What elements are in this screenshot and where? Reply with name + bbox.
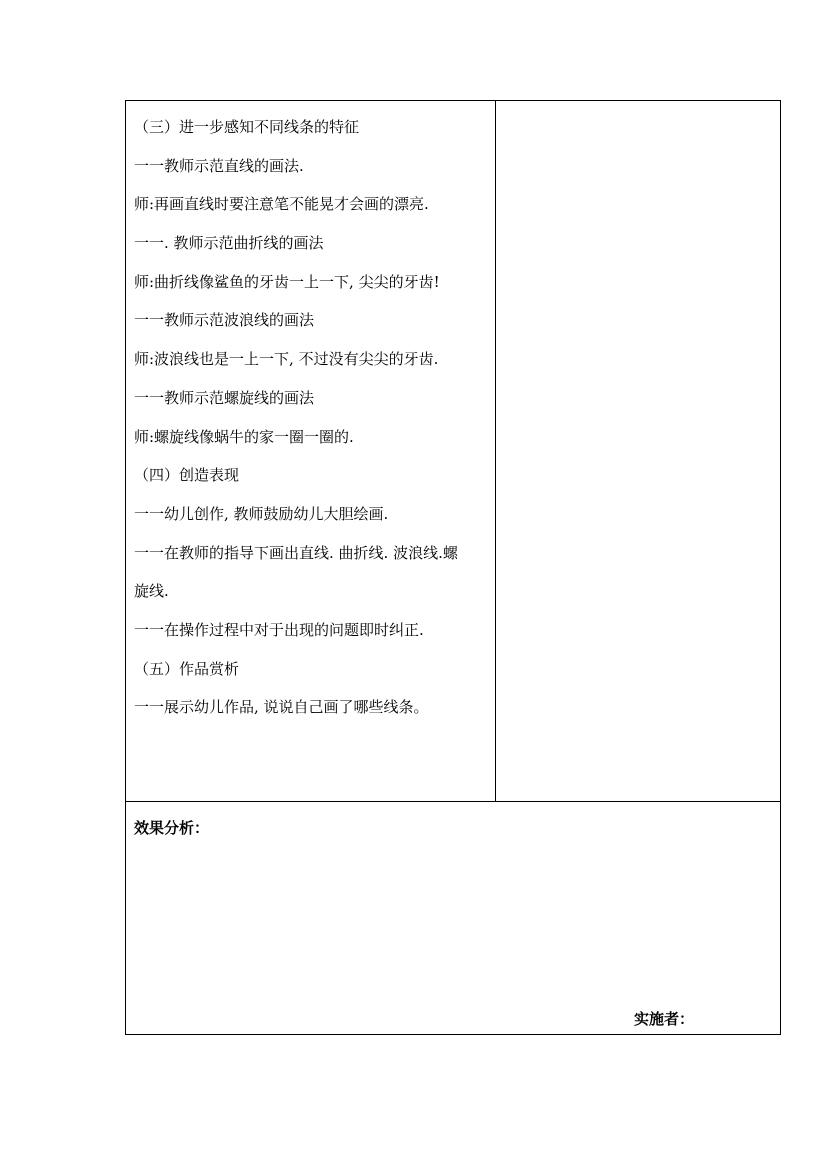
teacher-note-wavy-line: 师:波浪线也是一上一下, 不过没有尖尖的牙齿.: [134, 350, 439, 369]
section-heading-three: （三）进一步感知不同线条的特征: [134, 118, 360, 136]
step-guided-drawing: 一一在教师的指导下画出直线. 曲折线. 波浪线.螺: [134, 543, 458, 562]
step-guided-drawing-continued: 旋线.: [134, 582, 169, 601]
analysis-label: 效果分析：: [134, 819, 210, 837]
lesson-process-cell: [126, 101, 496, 801]
teacher-note-spiral-line: 师:螺旋线像蜗牛的家一圈一圈的.: [134, 427, 354, 446]
step-spiral-line-demo: 一一教师示范螺旋线的画法: [134, 388, 315, 407]
step-straight-line-demo: 一一教师示范直线的画法.: [134, 156, 304, 175]
notes-cell: [496, 101, 780, 801]
step-correct-problems: 一一在操作过程中对于出现的问题即时纠正.: [134, 620, 424, 639]
lesson-plan-table: [125, 100, 781, 1035]
teacher-note-zigzag-line: 师:曲折线像鲨鱼的牙齿一上一下, 尖尖的牙齿!: [134, 272, 440, 291]
step-wavy-line-demo: 一一教师示范波浪线的画法: [134, 311, 315, 330]
section-heading-four: （四）创造表现: [134, 466, 240, 485]
step-zigzag-line-demo: 一一. 教师示范曲折线的画法: [134, 234, 324, 253]
implementer-label: 实施者：: [634, 1010, 695, 1028]
teacher-note-straight-line: 师:再画直线时要注意笔不能晃才会画的漂亮.: [134, 195, 429, 214]
analysis-cell: [126, 802, 780, 1034]
section-heading-five: （五）作品赏析: [134, 659, 240, 678]
lesson-steps: [134, 116, 494, 735]
step-show-works: 一一展示幼儿作品, 说说自己画了哪些线条。: [134, 698, 429, 717]
step-children-create: 一一幼儿创作, 教师鼓励幼儿大胆绘画.: [134, 504, 389, 523]
